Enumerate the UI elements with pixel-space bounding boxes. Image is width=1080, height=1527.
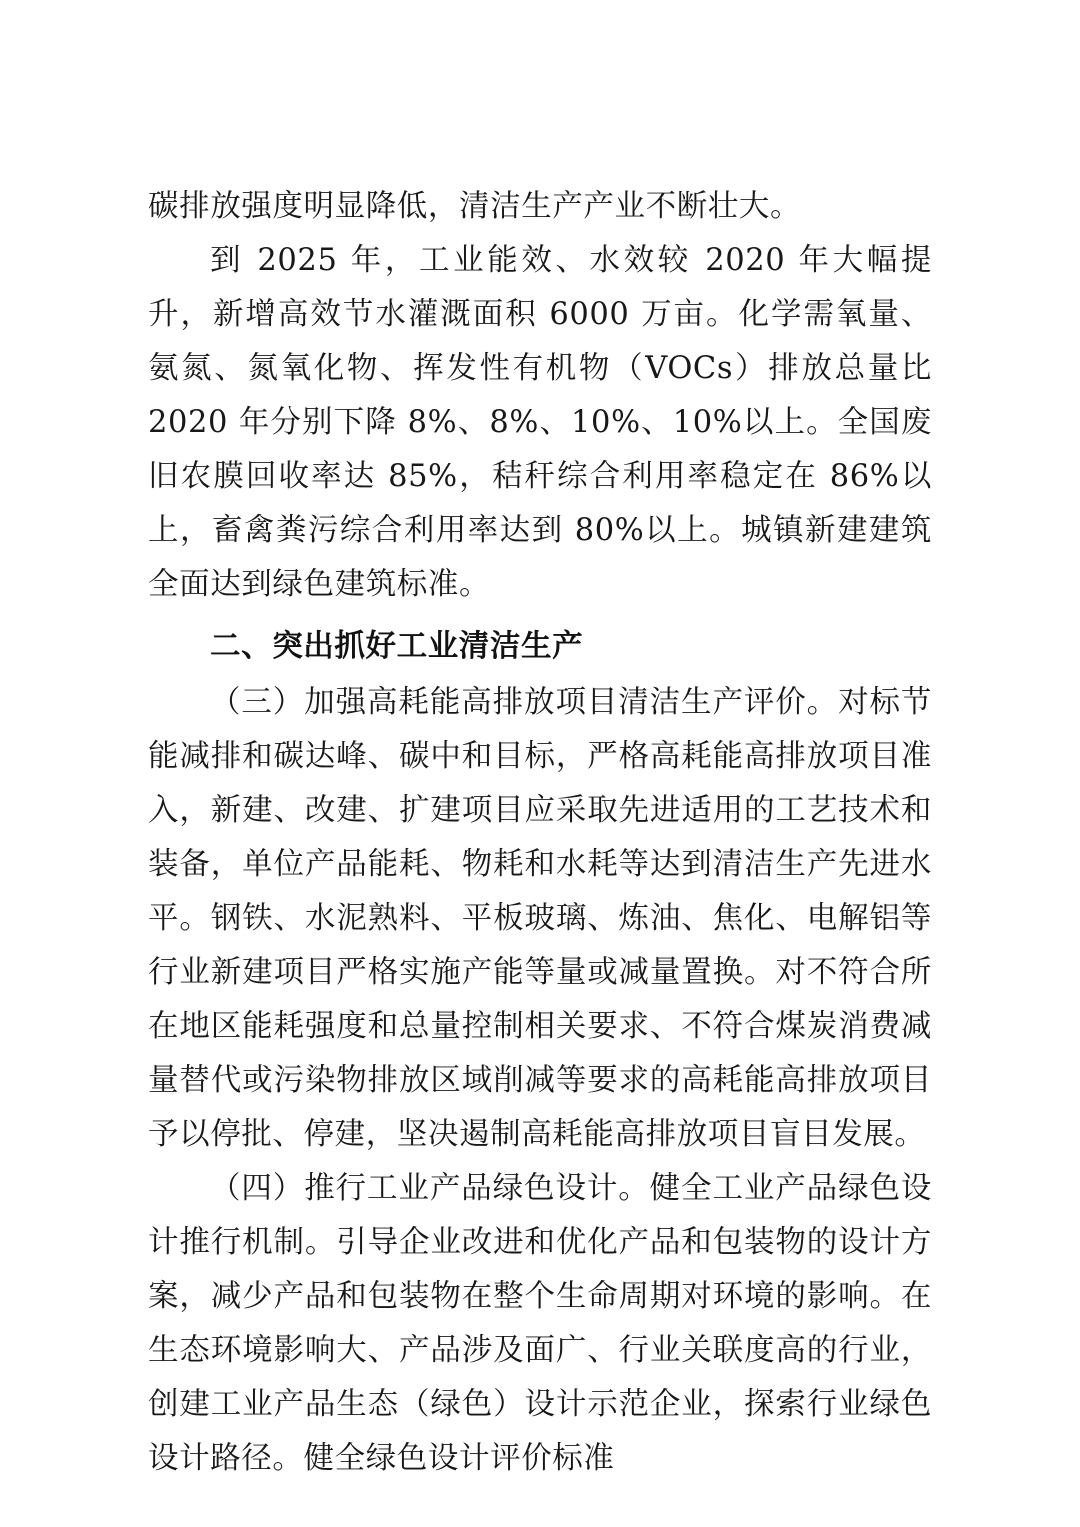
section-heading-two: 二、突出抓好工业清洁生产 bbox=[210, 629, 584, 664]
paragraph-targets-2025: 到 2025 年，工业能效、水效较 2020 年大幅提升，新增高效节水灌溉面积 6000 万亩。化学需氧量、氨氮、氮氧化物、挥发性有机物（VOCs）排放总量比 2020 年分别下降 8%、8%、10%、10%以上。全国废旧农膜回收率达 85%，秸秆综合利用率稳定在 86%以上，畜禽粪污综合利用率达到 80%以上。城镇新建建筑全面达到绿色建筑标准。 bbox=[148, 243, 932, 602]
paragraph-item-four: （四）推行工业产品绿色设计。健全工业产品绿色设计推行机制。引导企业改进和优化产品和包装物的设计方案，减少产品和包装物在整个生命周期对环境的影响。在生态环境影响大、产品涉及面广、行业关联度高的行业，创建工业产品生态（绿色）设计示范企业，探索行业绿色设计路径。健全绿色设计评价标准 bbox=[148, 1171, 932, 1476]
document-body bbox=[148, 180, 932, 1486]
paragraph-item-three: （三）加强高耗能高排放项目清洁生产评价。对标节能减排和碳达峰、碳中和目标，严格高耗能高排放项目准入，新建、改建、扩建项目应采取先进适用的工艺技术和装备，单位产品能耗、物耗和水耗等达到清洁生产先进水平。钢铁、水泥熟料、平板玻璃、炼油、焦化、电解铝等行业新建项目严格实施产能等量或减量置换。对不符合所在地区能耗强度和总量控制相关要求、不符合煤炭消费减量替代或污染物排放区域削减等要求的高耗能高排放项目予以停批、停建，坚决遏制高耗能高排放项目盲目发展。 bbox=[148, 685, 932, 1152]
paragraph-continuation: 碳排放强度明显降低，清洁生产产业不断壮大。 bbox=[148, 189, 802, 224]
